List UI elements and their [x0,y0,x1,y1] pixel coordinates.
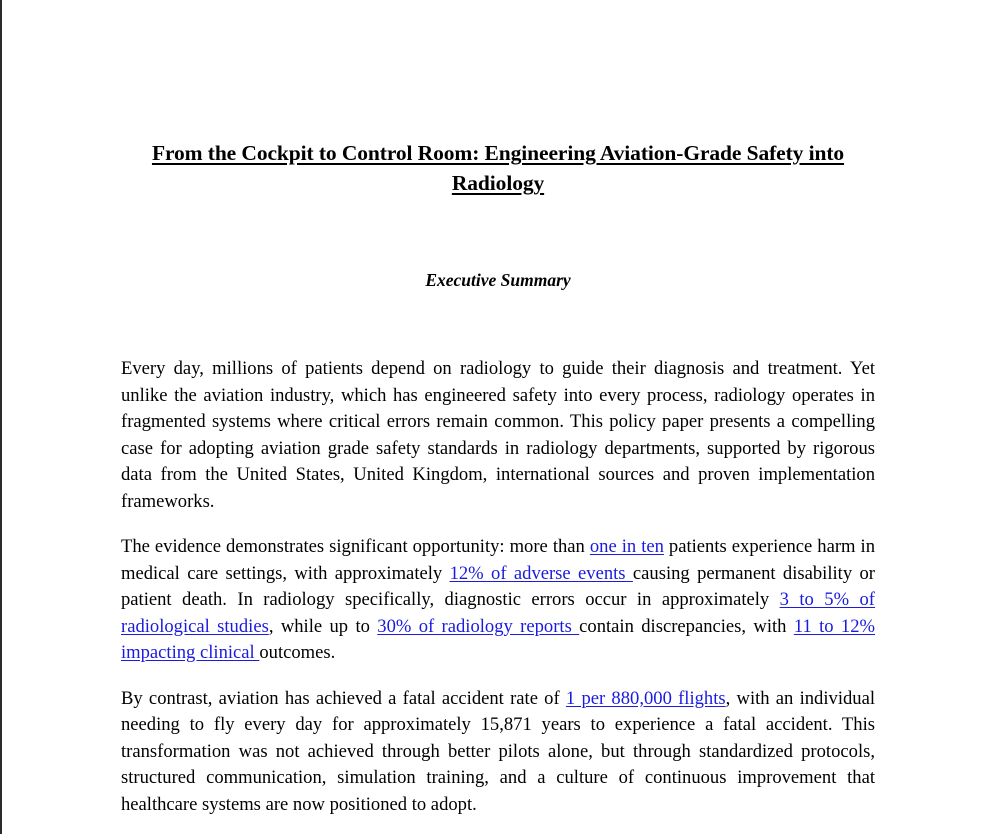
page-left-rule-gap [2,825,6,834]
section-heading-executive-summary: Executive Summary [425,270,571,290]
body-text: outcomes. [259,642,336,663]
inline-link[interactable]: 1 per 880,000 flights [565,687,726,709]
paragraph-2 [121,534,875,667]
page-title: From the Cockpit to Control Room: Engineering Aviation-Grade Safety into Radiology [151,141,845,195]
paragraph-1 [121,356,875,515]
body-text: , while up to [268,615,378,637]
paragraph-3 [121,686,875,819]
inline-link[interactable]: 12% of adverse events [449,562,633,584]
document-body [121,292,875,818]
inline-link[interactable]: one in ten [589,536,664,557]
body-text: , with an individual needing to fly every day for approximately 15,871 years to experience a fatal accident. This transformation was not achieved through better pilots alone, but through standardized protocols, structured communication, simulation training, and a culture of continuous improvement that healthcare systems are now positioned to adopt. [121,687,875,815]
inline-link[interactable]: 11 to 12% impacting clinical [121,615,876,663]
inline-link[interactable]: 3 to 5% of radiological studies [121,589,875,637]
body-text: The evidence demonstrates significant opportunity: more than [121,536,590,557]
body-text: contain discrepancies, with [579,615,794,637]
document-content [121,0,875,818]
body-text: By contrast, aviation has achieved a fatal accident rate of [121,687,566,709]
body-text: causing permanent disability or patient death. In radiology specifically, diagnostic errors occur in approximately [121,562,875,610]
body-text: Every day, millions of patients depend on radiology to guide their diagnosis and treatment. Yet unlike the aviation industry, which has engineered safety into every process, radiology operates in fragmented systems where critical errors remain common. This policy paper presents a compelling case for adopting aviation grade safety standards in radiology departments, supported by rigorous data from the United States, United Kingdom, international sources and proven implementation frameworks. [121,358,875,512]
body-text: patients experience harm in medical care settings, with approximately [121,536,875,584]
inline-link[interactable]: 30% of radiology reports [377,615,580,637]
